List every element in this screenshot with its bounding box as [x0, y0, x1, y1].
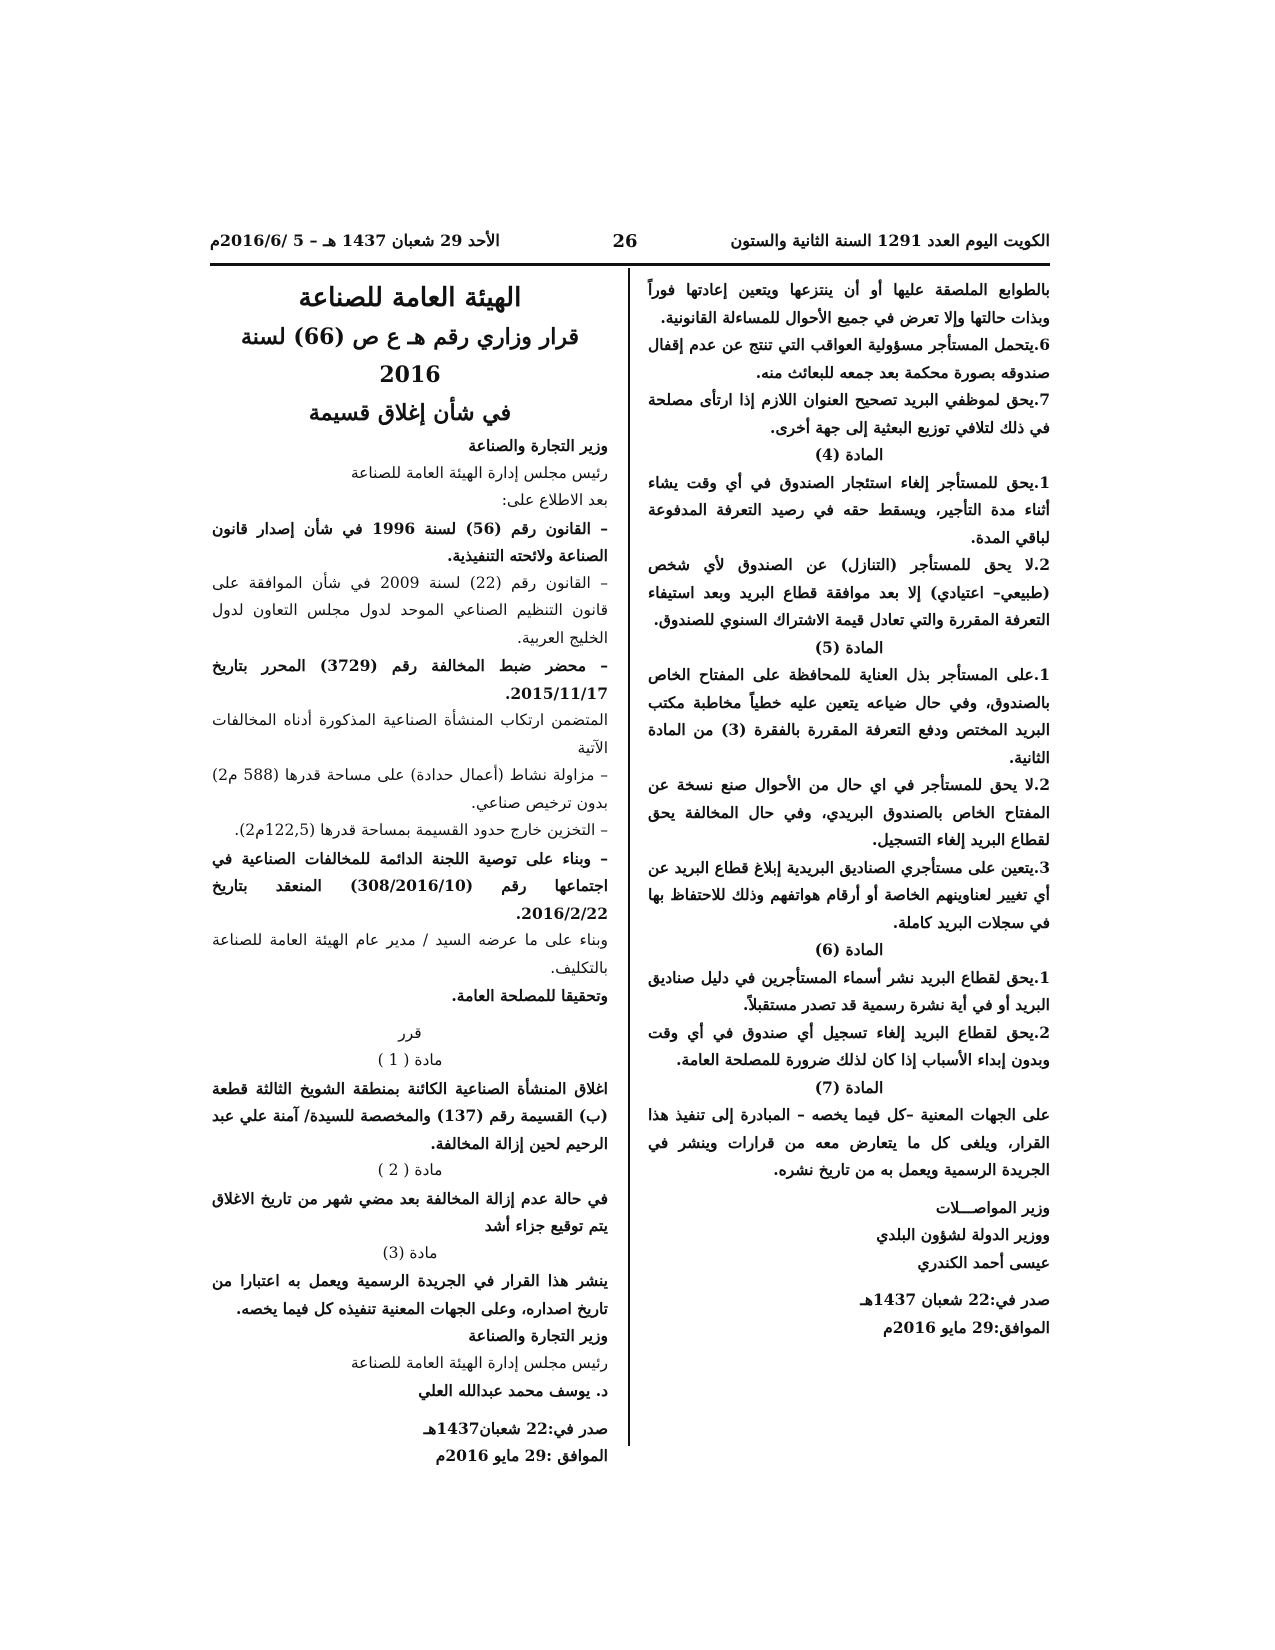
issue-date: صدر في:22 شعبان1437هـ [423, 1418, 608, 1438]
article-heading: المادة (7) [814, 1077, 884, 1097]
issue-date: صدر في:22 شعبان 1437هـ [860, 1290, 1050, 1309]
corresponding-date: الموافق :29 مايو 2016م [435, 1446, 608, 1465]
chairman-title: رئيس مجلس إدارة الهيئة العامة للصناعة [350, 463, 608, 482]
reference: – القانون رقم (22) لسنة 2009 في شأن الموافقة على قانون التنظيم الصناعي الموحد لدول مجلس التعاون لدول الخليج العربية. [212, 573, 608, 647]
clause: 1.يحق للمستأجر إلغاء استئجار الصندوق في أي وقت يشاء أثناء مدة التأجير، ويسقط حقه في رصيد التعرفة المدفوعة لباقي المدة. [648, 472, 1050, 547]
signature-title: وزير المواصـــلات [935, 1197, 1050, 1217]
header-date: الأحد 29 شعبان 1437 هـ – 5 /2016/6م [210, 231, 500, 250]
clause: 2.لا يحق للمستأجر في اي حال من الأحوال صنع نسخة عن المفتاح الخاص بالصندوق البريدي، وفي حال المخالفة يحق لقطاع البريد إلغاء التسجيل. [648, 775, 1050, 849]
clause: على الجهات المعنية –كل فيما يخصه – المبادرة إلى تنفيذ هذا القرار، ويلغى كل ما يتعارض معه من قرارات وينشر في الجريدة الرسمية ويعمل به من تاريخ نشره. [648, 1105, 1050, 1179]
minister-title: وزير التجارة والصناعة [468, 436, 608, 455]
column-divider [628, 268, 630, 1446]
paragraph: المتضمن ارتكاب المنشأة الصناعية المذكورة أدناه المخالفات الآتية [212, 711, 608, 757]
article-heading: مادة ( 2 ) [377, 1161, 443, 1179]
paragraph: 6.يتحمل المستأجر مسؤولية العواقب التي تنتج عن عدم إقفال صندوقه بصورة محكمة بعد جمعه للبعائث منه. [648, 335, 1050, 382]
page-number: 26 [612, 231, 638, 252]
signature-title: وزير التجارة والصناعة [468, 1326, 608, 1345]
corresponding-date: الموافق:29 مايو 2016م [883, 1317, 1050, 1337]
preamble: بعد الاطلاع على: [501, 491, 608, 509]
signature-title: ووزير الدولة لشؤون البلدي [876, 1225, 1050, 1244]
left-column [212, 278, 608, 1470]
header-issue: الكويت اليوم العدد 1291 السنة الثانية والستون [730, 231, 1050, 250]
signatory-name: د. يوسف محمد عبدالله العلي [418, 1381, 608, 1400]
organization-title: الهيئة العامة للصناعة [298, 283, 522, 313]
clause: 2.لا يحق للمستأجر (التنازل) عن الصندوق لأي شخص (طبيعي– اعتيادي) إلا بعد موافقة قطاع البريد وبعد استيفاء التعرفة المقررة والتي تعادل قيمة الاشتراك السنوي للصندوق. [648, 555, 1050, 629]
clause: 2.يحق لقطاع البريد إلغاء تسجيل أي صندوق في أي وقت وبدون إبداء الأسباب إذا كان لذلك ضرورة للمصلحة العامة. [648, 1022, 1050, 1069]
right-column [648, 276, 1050, 1341]
paragraph: – التخزين خارج حدود القسيمة بمساحة قدرها (122,5م2). [234, 821, 608, 839]
decided-heading: قرر [398, 1023, 422, 1042]
signatory-name: عيسى أحمد الكندري [917, 1252, 1050, 1272]
article-text: اغلاق المنشأة الصناعية الكائنة بمنطقة الشويخ الثالثة قطعة (ب) القسيمة رقم (137) والمخصصة للسيدة/ آمنة علي عبد الرحيم لحين إزالة المخالفة. [212, 1078, 608, 1153]
decision-title: قرار وزاري رقم هـ ع ص (66) لسنة 2016 [241, 324, 579, 388]
reference: – القانون رقم (56) لسنة 1996 في شأن إصدار قانون الصناعة ولائحته التنفيذية. [212, 518, 608, 565]
clause: 3.يتعين على مستأجري الصناديق البريدية إبلاغ قطاع البريد عن أي تغيير لعناوينهم الخاصة أو أرقام هواتفهم وذلك للاحتفاظ بها في سجلات البريد كاملة. [648, 857, 1050, 932]
article-heading: المادة (6) [814, 940, 884, 959]
paragraph: – وبناء على توصية اللجنة الدائمة للمخالفات الصناعية في اجتماعها رقم (308/2016/10) المنعقد بتاريخ 2016/2/22. [212, 848, 608, 923]
paragraph: بالطوابع الملصقة عليها أو أن ينتزعها ويتعين إعادتها فوراً وبذات حالتها وإلا تعرض في جميع الأحوال للمساءلة القانونية. [648, 280, 1050, 327]
article-heading: المادة (5) [814, 637, 884, 657]
reference: – محضر ضبط المخالفة رقم (3729) المحرر بتاريخ 2015/11/17. [212, 656, 608, 703]
paragraph: وبناء على ما عرضه السيد / مدير عام الهيئة العامة للصناعة بالتكليف. [212, 931, 608, 977]
article-text: ينشر هذا القرار في الجريدة الرسمية ويعمل به اعتبارا من تاريخ اصداره، وعلى الجهات المعنية تنفيذه كل فيما يخصه. [212, 1271, 608, 1318]
clause: 1.يحق لقطاع البريد نشر أسماء المستأجرين في دليل صناديق البريد أو في أية نشرة رسمية قد تصدر مستقبلاً. [648, 967, 1050, 1014]
article-heading: مادة (3) [382, 1243, 438, 1262]
paragraph: – مزاولة نشاط (أعمال حدادة) على مساحة قدرها (588 م2) بدون ترخيص صناعي. [212, 766, 609, 812]
article-heading: مادة ( 1 ) [377, 1051, 443, 1069]
decision-subject: في شأن إغلاق قسيمة [308, 400, 512, 426]
paragraph: وتحقيقا للمصلحة العامة. [451, 986, 608, 1005]
paragraph: 7.يحق لموظفي البريد تصحيح العنوان اللازم إذا ارتأى مصلحة في ذلك لتلافي توزيع البعثية إلى جهة أخرى. [648, 390, 1050, 437]
signature-title: رئيس مجلس إدارة الهيئة العامة للصناعة [350, 1353, 608, 1372]
clause: 1.على المستأجر بذل العناية للمحافظة على المفتاح الخاص بالصندوق، وفي حال ضياعه يتعين عليه خطياً مخاطبة مكتب البريد المختص ودفع التعرفة المقررة بالفقرة (3) من المادة الثانية. [648, 665, 1051, 767]
article-text: في حالة عدم إزالة المخالفة بعد مضي شهر من تاريخ الاغلاق يتم توقيع جزاء أشد [212, 1188, 608, 1235]
article-heading: المادة (4) [814, 445, 884, 464]
header-rule [210, 263, 1050, 266]
